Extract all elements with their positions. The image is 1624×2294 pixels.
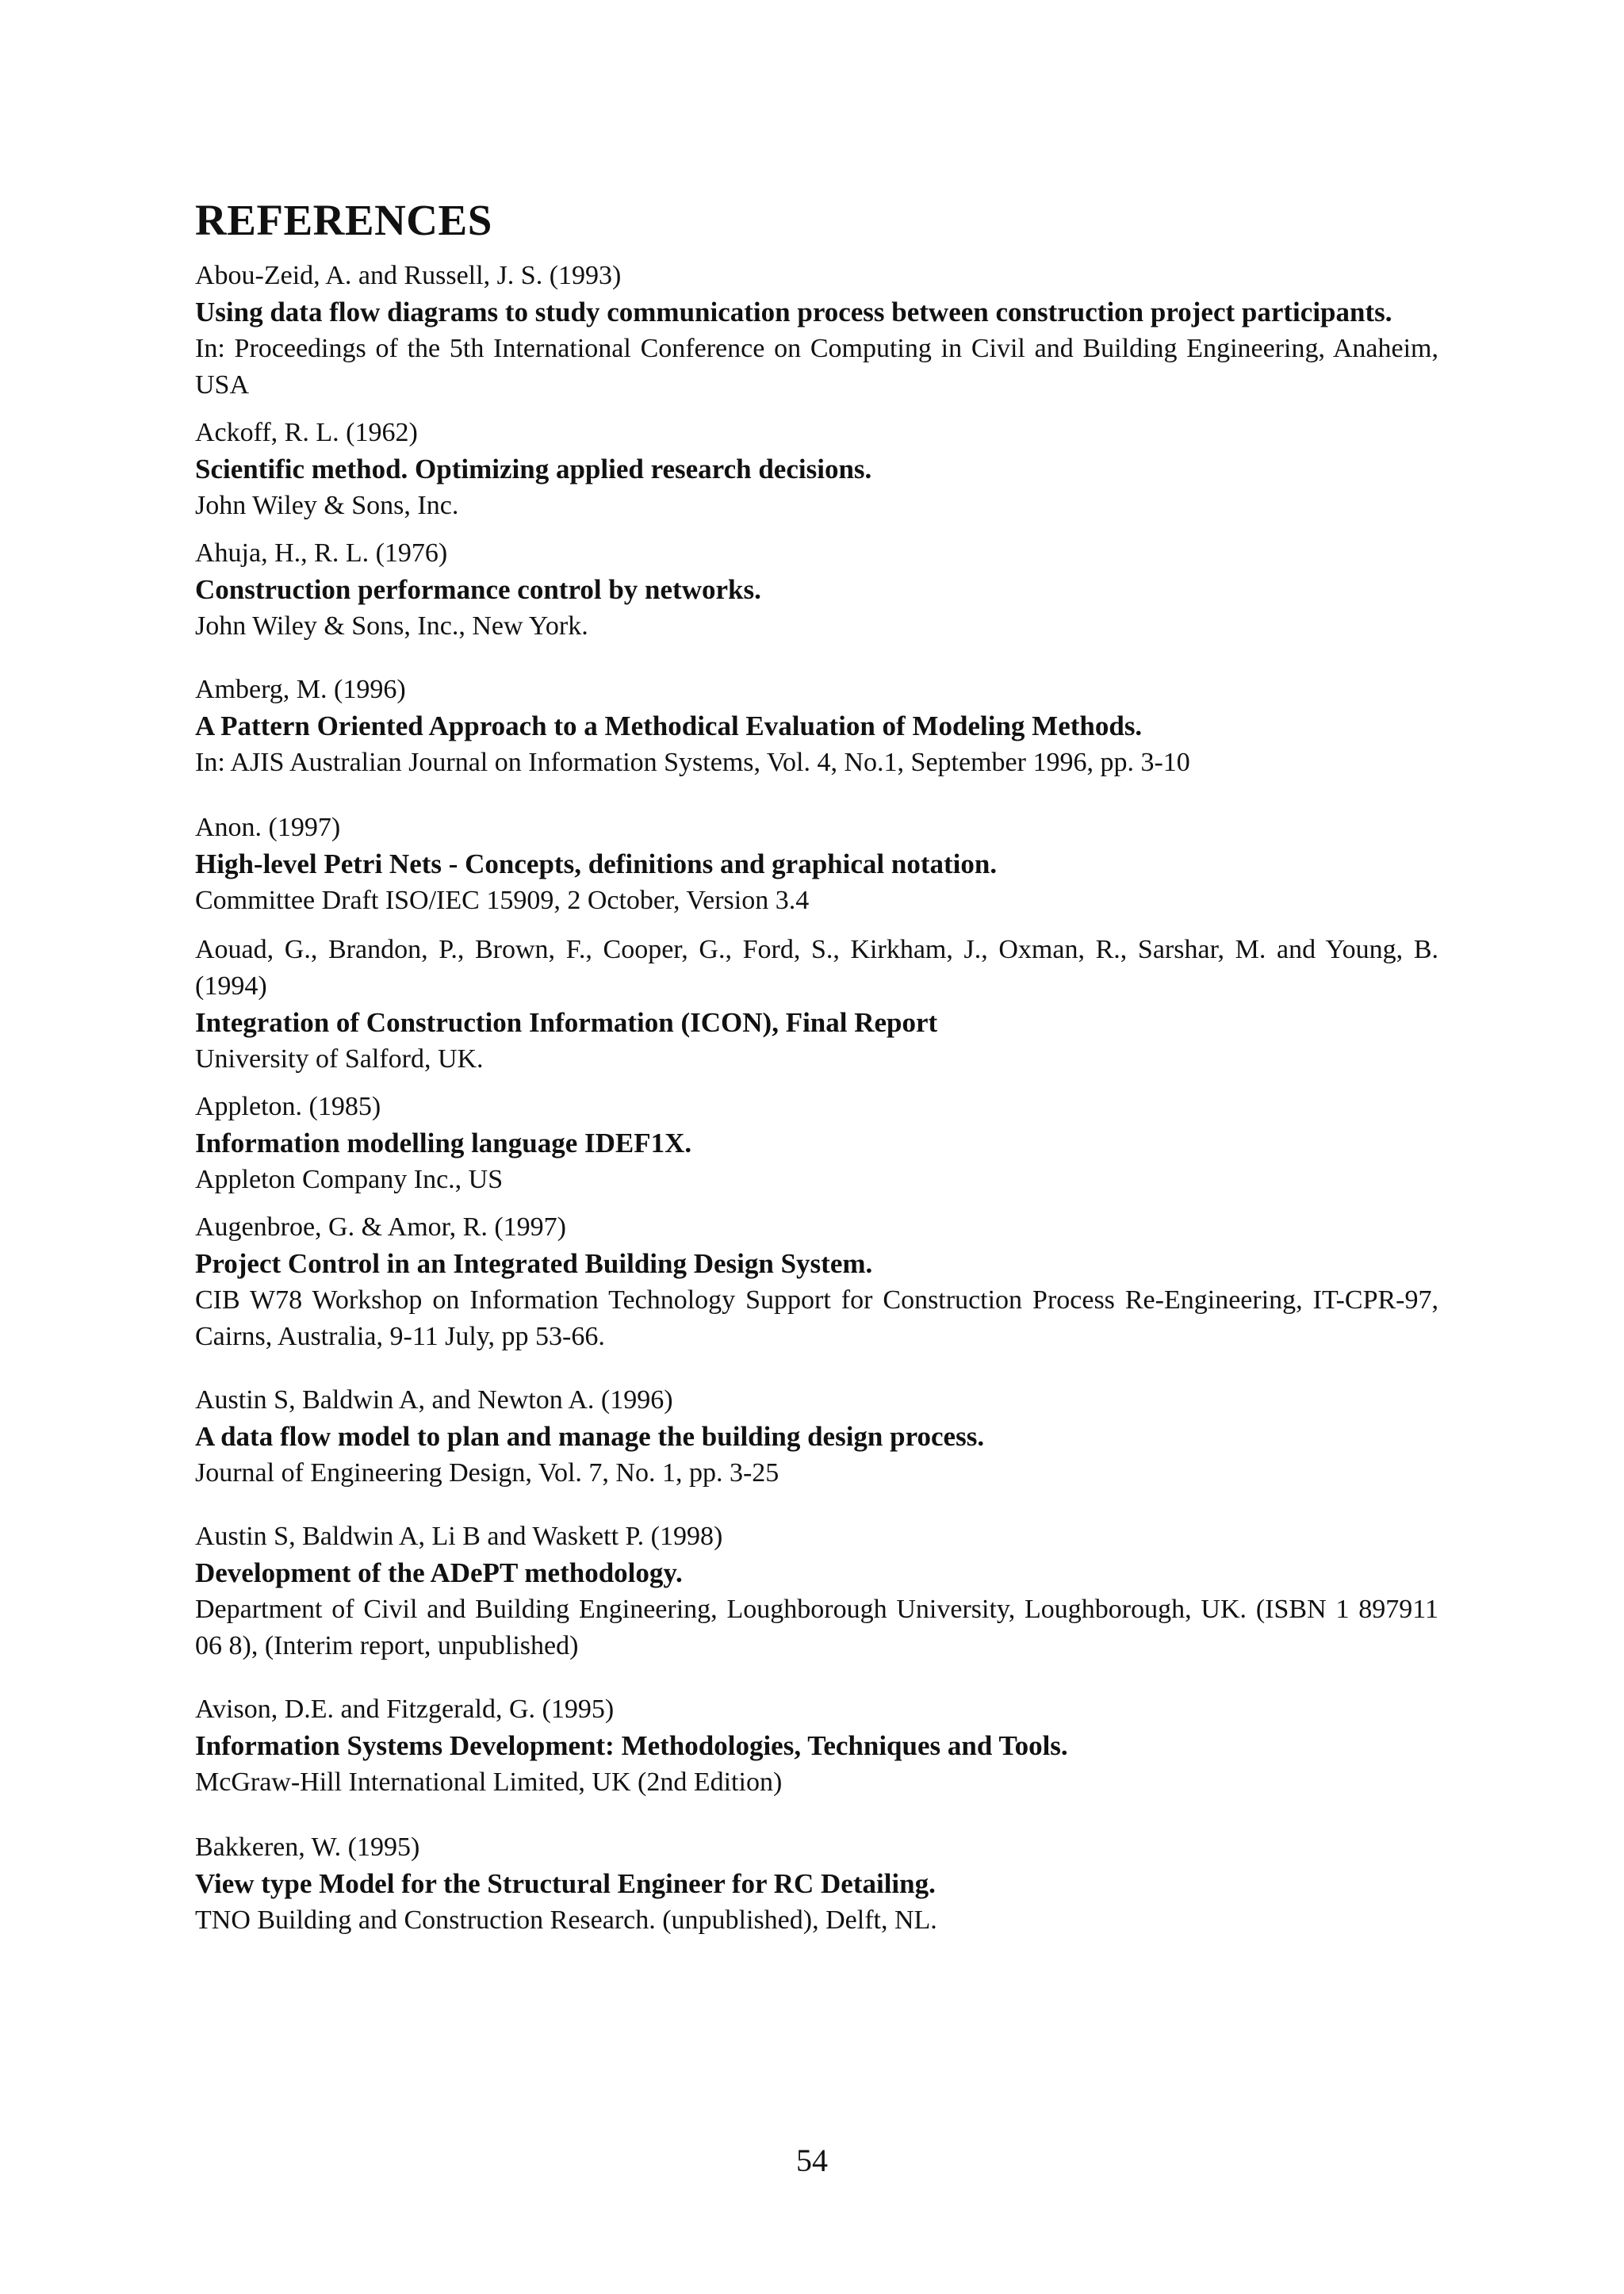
reference-entry	[195, 535, 1438, 645]
reference-title: Information modelling language IDEF1X.	[195, 1128, 692, 1158]
reference-source: Committee Draft ISO/IEC 15909, 2 October, Version 3.4	[195, 886, 810, 915]
reference-title: View type Model for the Structural Engineer for RC Detailing.	[195, 1868, 936, 1899]
page-number: 54	[796, 2143, 828, 2178]
reference-entry	[195, 1209, 1438, 1355]
reference-title: Development of the ADePT methodology.	[195, 1557, 683, 1588]
reference-entry	[195, 672, 1438, 781]
reference-source: University of Salford, UK.	[195, 1044, 484, 1074]
reference-author: Augenbroe, G. & Amor, R. (1997)	[195, 1212, 566, 1242]
reference-author: Austin S, Baldwin A, Li B and Waskett P. (1998)	[195, 1522, 723, 1551]
reference-title: Scientific method. Optimizing applied research decisions.	[195, 454, 872, 484]
reference-source: CIB W78 Workshop on Information Technology Support for Construction Process Re-Engineering, IT-CPR-97, Cairns, Australia, 9-11 July, pp 53-66.	[195, 1285, 1438, 1351]
reference-source: John Wiley & Sons, Inc., New York.	[195, 611, 588, 641]
reference-title: A Pattern Oriented Approach to a Methodical Evaluation of Modeling Methods.	[195, 710, 1143, 741]
reference-source: John Wiley & Sons, Inc.	[195, 491, 459, 520]
reference-source: Journal of Engineering Design, Vol. 7, No. 1, pp. 3-25	[195, 1458, 779, 1488]
reference-author: Appleton. (1985)	[195, 1092, 381, 1121]
reference-entry	[195, 932, 1438, 1078]
reference-source: TNO Building and Construction Research. (unpublished), Delft, NL.	[195, 1905, 937, 1935]
reference-entry	[195, 1691, 1438, 1801]
reference-entry	[195, 810, 1438, 919]
reference-author: Ackoff, R. L. (1962)	[195, 418, 418, 447]
reference-source: In: AJIS Australian Journal on Information Systems, Vol. 4, No.1, September 1996, pp. 3-10	[195, 748, 1190, 777]
reference-entry	[195, 415, 1438, 524]
reference-entry	[195, 1382, 1438, 1492]
reference-title: A data flow model to plan and manage the building design process.	[195, 1421, 985, 1452]
reference-entry	[195, 1518, 1438, 1664]
reference-title: High-level Petri Nets - Concepts, definitions and graphical notation.	[195, 848, 998, 879]
reference-author: Anon. (1997)	[195, 813, 341, 842]
reference-entry	[195, 1829, 1438, 1939]
reference-source: Department of Civil and Building Engineering, Loughborough University, Loughborough, UK. (ISBN 1 897911 06 8), (Interim report, unpublished)	[195, 1595, 1438, 1660]
reference-title: Project Control in an Integrated Building Design System.	[195, 1248, 873, 1279]
reference-source: Appleton Company Inc., US	[195, 1165, 504, 1194]
reference-author: Ahuja, H., R. L. (1976)	[195, 538, 448, 568]
reference-author: Amberg, M. (1996)	[195, 675, 406, 704]
reference-source: McGraw-Hill International Limited, UK (2nd Edition)	[195, 1767, 783, 1797]
reference-author: Bakkeren, W. (1995)	[195, 1833, 420, 1862]
reference-title: Using data flow diagrams to study communication process between construction project participants.	[195, 297, 1392, 327]
reference-author: Abou-Zeid, A. and Russell, J. S. (1993)	[195, 261, 622, 290]
reference-list	[195, 258, 1438, 1939]
reference-title: Integration of Construction Information (ICON), Final Report	[195, 1007, 938, 1038]
reference-title: Construction performance control by networks.	[195, 574, 761, 605]
reference-author: Avison, D.E. and Fitzgerald, G. (1995)	[195, 1695, 615, 1724]
reference-entry	[195, 258, 1438, 404]
section-heading: REFERENCES	[195, 196, 492, 244]
reference-author: Aouad, G., Brandon, P., Brown, F., Cooper, G., Ford, S., Kirkham, J., Oxman, R., Sarshar, M. and Young, B. (1994)	[195, 935, 1438, 1001]
reference-title: Information Systems Development: Methodologies, Techniques and Tools.	[195, 1730, 1068, 1761]
reference-entry	[195, 1089, 1438, 1198]
reference-author: Austin S, Baldwin A, and Newton A. (1996)	[195, 1385, 673, 1415]
reference-source: In: Proceedings of the 5th International Conference on Computing in Civil and Building Engineering, Anaheim, USA	[195, 334, 1438, 400]
